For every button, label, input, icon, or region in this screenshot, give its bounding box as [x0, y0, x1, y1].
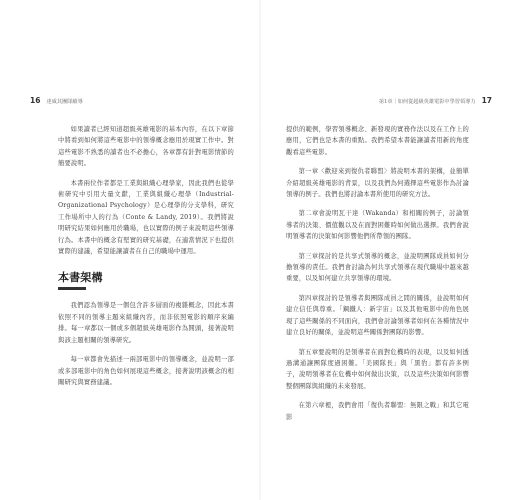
- right-paragraph-2: 第一章〈歡迎來到復仇者聯盟〉將說明本書的架構，並簡單介紹超級英雄電影的背景，以及我們為何選擇這些電影作為討論領導的例子。我們也將討論本書所使用的研究方法。: [286, 168, 469, 199]
- right-running-head: [379, 96, 492, 105]
- left-paragraph-4: 每一章都會先描述一兩部電影中的領導概念，並說明一部或多部電影中的角色如何展現這些概念，接著說明該概念的相關研究與實務建議。: [58, 356, 234, 386]
- right-body-text: [286, 124, 469, 431]
- right-page-number: 17: [481, 96, 492, 105]
- right-paragraph-7: 在第六章裡，我們會用「復仇者聯盟：無限之戰」和其它電影: [286, 402, 469, 421]
- left-body-text: [58, 124, 234, 396]
- left-running-head-title: 達威其團隊績導: [46, 99, 83, 105]
- left-paragraph-3: 我們認為領導是一個包含許多層面的複雜概念，因此本書依照不同的領導主題來組織內容，而非依照電影的順序來編排。每一章都以一個或多個超級英雄電影作為開頭，接著說明與該主題相關的領導研究。: [58, 302, 234, 344]
- left-page: [0, 0, 258, 500]
- right-page: [262, 0, 520, 500]
- right-running-head-title: 第1章｜如何從超級英雄電影中學習領導力: [378, 99, 476, 105]
- book-gutter: [259, 0, 261, 500]
- section-title: 本書架構: [58, 271, 103, 285]
- right-paragraph-1: 提供的範例，學習領導概念、新發現的實務作法以及在工作上的應用，它們也是本書的重點。我們希望本書能讓讀者用新的角度觀看這些電影。: [286, 126, 469, 156]
- left-running-head: [30, 96, 83, 105]
- right-paragraph-6: 第五章要說明的是領導者在面對危機時的表現，以及如何透過溝通讓團隊度過困難。「美國隊長」與「黑豹」都有許多例子，說明領導者在危機中如何做出決策，以及這些決策如何影響整個團隊與組織的未來發展。: [286, 348, 469, 390]
- right-paragraph-5: 第四章探討的是領導者與團隊成員之間的關係，並說明如何建立信任與尊重。「鋼鐵人：新宇宙」以及其他電影中的角色展現了這些關係的不同面向，我們會討論領導者如何在各種情況中建立良好的關係，並說明這些關係對團隊的影響。: [286, 294, 469, 337]
- left-paragraph-2: 本書兩位作者都是工業與組織心理學家，因此我們也從學術研究中引用大量文獻，工業與組織心理學（Industrial-Organizational Psychology）是心理學的分支學科，研究工作場所中人的行為（Conte & Landy, 2019）。我們將說明研究結果如何應用於職場，也以實際的例子來說明這些領導行為。本書中的概念有堅實的研究基礎，在適當情況下也提供實際的建議，希望能讓讀者在自己的職場中運用。: [58, 179, 234, 256]
- section-rule: [58, 287, 86, 290]
- right-paragraph-4: 第三章探討的是共享式領導的概念，並說明團隊成員如何分擔領導的責任。我們會討論為何共享式領導在現代職場中越來越重要，以及如何建立共享領導的環境。: [286, 252, 469, 283]
- right-paragraph-3: 第二章會說明瓦干達（Wakanda）和相關的例子，討論領導者的決策、價值觀以及在面對困難時如何做出選擇。我們會說明領導者的決策如何影響他們所帶領的團隊。: [286, 210, 469, 241]
- left-page-number: 16: [30, 96, 41, 105]
- left-paragraph-1: 如果讀者已經知道超級英雄電影的基本內容，在以下章節中將看到如何將這些電影中的領導概念應用於現實工作中。對這些電影不熟悉的讀者也不必擔心，各章都有針對電影情節的簡要說明。: [58, 126, 234, 168]
- section-heading: [58, 271, 234, 290]
